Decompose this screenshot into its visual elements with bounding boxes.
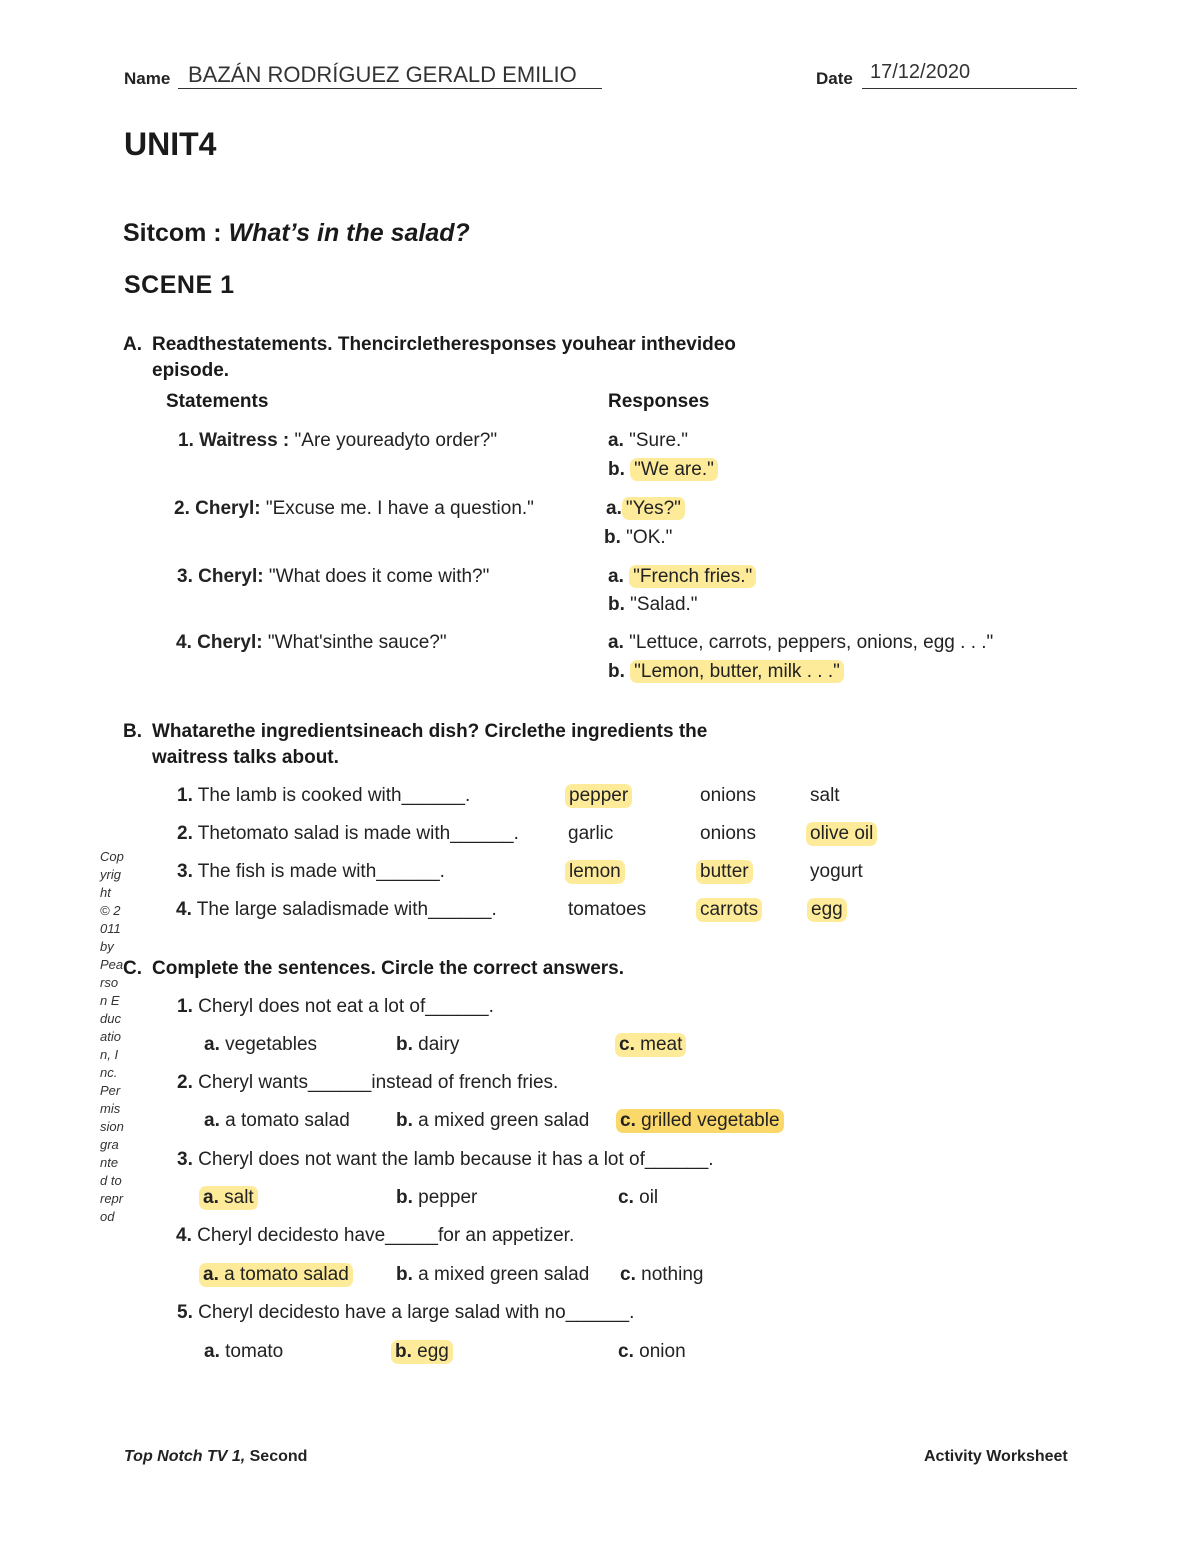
sentence-5 [177,1302,634,1324]
option-letter: c. [620,1264,636,1285]
option-carrots[interactable]: carrots [696,898,762,922]
quote: "What'sinthe sauce?" [267,632,447,653]
statement-4 [176,632,447,654]
name-label: Name [124,69,171,88]
question-text: Thetomato salad is made with______. [197,823,519,844]
statement-2 [174,498,534,520]
response-1b[interactable] [608,459,718,481]
sentence-3 [177,1149,714,1171]
item-number: 3. [177,1149,193,1170]
item-number: 2. [177,1072,193,1093]
option-text: "Sure." [629,430,689,451]
option-lemon[interactable]: lemon [565,860,625,884]
option-text: a mixed green salad [418,1264,590,1285]
answer-4c[interactable] [620,1264,703,1286]
option-letter: b. [608,459,625,480]
sitcom-title [123,219,470,248]
unit-title: UNIT4 [124,126,217,162]
option-text-circled: "Lemon, butter, milk . . ." [630,660,844,683]
section-b-instruction-1: Whatarethe ingredientsineach dish? Circlethe ingredients the [152,721,708,742]
option-text: a mixed green salad [418,1110,590,1131]
answer-3b[interactable] [396,1187,477,1209]
option-letter: b. [396,1264,413,1285]
sitcom-episode: What’s in the salad? [228,219,470,247]
section-b-letter: B. [123,721,142,742]
option-egg[interactable]: egg [807,898,847,922]
response-2b[interactable] [604,527,672,549]
item-number: 3. [177,861,193,882]
footer-series [124,1448,307,1466]
question-text: The fish is made with______. [197,861,445,882]
answer-4b[interactable] [396,1264,589,1286]
scene-title: SCENE 1 [124,271,235,299]
question-text: The lamb is cooked with______. [197,785,471,806]
section-c-letter: C. [123,958,142,979]
speaker: Cheryl: [195,498,261,519]
speaker: Cheryl: [198,566,264,587]
option-text: onion [639,1341,686,1362]
answer-5a[interactable] [204,1341,283,1363]
option-text: oil [639,1187,659,1208]
sitcom-label: Sitcom : [123,219,222,247]
section-c-instruction: Complete the sentences. Circle the correct answers. [152,958,625,979]
ingredient-question-2 [177,823,519,845]
response-2a[interactable] [606,498,685,520]
sentence-2 [177,1072,558,1094]
section-a-instruction-2: episode. [152,360,230,381]
option-letter: b. [608,594,625,615]
response-4a[interactable] [608,632,993,654]
option-text-circled: salt [224,1187,254,1208]
option-text: dairy [418,1034,460,1055]
sentence-1 [177,996,494,1018]
item-number: 2. [174,498,190,519]
option-letter: b. [396,1187,413,1208]
option-letter: a. [606,498,622,519]
copyright-notice: Copyright © 2011 by Pearson Education, Inc. Permission granted to reprod [100,849,124,1224]
sentence-text: for an appetizer. [437,1225,575,1246]
option-text: a tomato salad [225,1110,350,1131]
quote: "Excuse me. I have a question." [265,498,534,519]
response-1a[interactable] [608,430,688,452]
item-number: 1. [177,996,193,1017]
option-text-circled: egg [417,1341,449,1362]
option-olive-oil[interactable]: olive oil [806,822,877,846]
option-text-circled: a tomato salad [224,1264,349,1285]
ingredient-question-4 [176,899,497,921]
response-4b[interactable] [608,661,844,683]
answer-3a[interactable] [199,1186,258,1210]
sentence-text: Cheryl decidesto have_____ [197,1225,438,1246]
name-value: BAZÁN RODRÍGUEZ GERALD EMILIO [188,62,577,87]
statement-3 [177,566,489,588]
speaker: Waitress : [199,430,290,451]
ingredient-question-3 [177,861,445,883]
option-text: "Salad." [630,594,698,615]
option-letter: b. [608,661,625,682]
option-letter: b. [604,527,621,548]
option-letter: c. [620,1110,636,1131]
option-letter: c. [618,1341,634,1362]
answer-4a[interactable] [199,1263,353,1287]
option-text: "OK." [626,527,673,548]
ingredient-question-1 [177,785,470,807]
option-text: nothing [641,1264,704,1285]
option-text-circled: meat [640,1034,683,1055]
option-text: pepper [418,1187,478,1208]
item-number: 1. [178,430,194,451]
sentence-text: Cheryl decidesto have a large salad with no______. [198,1302,635,1323]
sentence-text: Cheryl wants______ [198,1072,372,1093]
option-letter: a. [608,632,624,653]
name-underline [178,88,602,89]
item-number: 4. [176,1225,192,1246]
answer-1c[interactable] [615,1033,686,1057]
statements-header: Statements [166,391,269,412]
date-underline [862,88,1077,89]
sentence-text: instead of french fries. [371,1072,559,1093]
option-yogurt[interactable]: yogurt [810,861,863,882]
answer-3c[interactable] [618,1187,658,1209]
item-number: 3. [177,566,193,587]
responses-header: Responses [608,391,710,412]
footer-title: Top Notch TV 1, [124,1448,246,1465]
item-number: 4. [176,632,192,653]
answer-1b[interactable] [396,1034,459,1056]
option-text: "Lettuce, carrots, peppers, onions, egg . . ." [629,632,994,653]
option-letter: b. [396,1034,413,1055]
response-3a[interactable] [608,566,756,588]
answer-5c[interactable] [618,1341,686,1363]
option-letter: a. [204,1110,220,1131]
answer-1a[interactable] [204,1034,317,1056]
date-label: Date [816,69,853,88]
option-tomatoes[interactable]: tomatoes [568,899,647,920]
statement-1 [178,430,497,452]
sentence-text: Cheryl does not eat a lot of______. [198,996,494,1017]
option-letter: a. [608,430,624,451]
option-text-circled: "French fries." [629,565,756,588]
item-number: 1. [177,785,193,806]
option-onions[interactable]: onions [700,823,756,844]
quote: "What does it come with?" [268,566,490,587]
option-pepper[interactable]: pepper [565,784,632,808]
option-letter: a. [203,1187,219,1208]
option-letter: b. [396,1110,413,1131]
question-text: The large saladismade with______. [196,899,497,920]
option-text-circled: "Yes?" [622,497,685,520]
option-letter: a. [608,566,624,587]
answer-2a[interactable] [204,1110,350,1132]
option-butter[interactable]: butter [696,860,753,884]
section-a-letter: A. [123,334,142,355]
option-text: tomato [225,1341,284,1362]
option-letter: a. [203,1264,219,1285]
response-3b[interactable] [608,594,698,616]
item-number: 5. [177,1302,193,1323]
footer-edition: Second [245,1448,308,1465]
quote: "Are youreadyto order?" [294,430,498,451]
speaker: Cheryl: [197,632,263,653]
section-b-instruction-2: waitress talks about. [152,747,339,768]
answer-2b[interactable] [396,1110,589,1132]
option-text-circled: "We are." [630,458,718,481]
option-garlic[interactable]: garlic [568,823,614,844]
section-a-instruction-1: Readthestatements. Thencircletheresponses youhear inthevideo [152,334,736,355]
sentence-4 [176,1225,574,1247]
option-text: vegetables [225,1034,318,1055]
sentence-text: Cheryl does not want the lamb because it has a lot of______. [198,1149,714,1170]
option-onions[interactable]: onions [700,785,756,806]
option-letter: a. [204,1034,220,1055]
answer-5b[interactable] [391,1340,453,1364]
option-letter: c. [619,1034,635,1055]
answer-2c[interactable] [616,1109,784,1133]
option-letter: c. [618,1187,634,1208]
date-value: 17/12/2020 [870,61,971,83]
option-letter: a. [204,1341,220,1362]
item-number: 4. [176,899,192,920]
option-text-circled: grilled vegetable [641,1110,780,1131]
option-salt[interactable]: salt [810,785,840,806]
footer-label: Activity Worksheet [924,1448,1068,1465]
item-number: 2. [177,823,193,844]
option-letter: b. [395,1341,412,1362]
